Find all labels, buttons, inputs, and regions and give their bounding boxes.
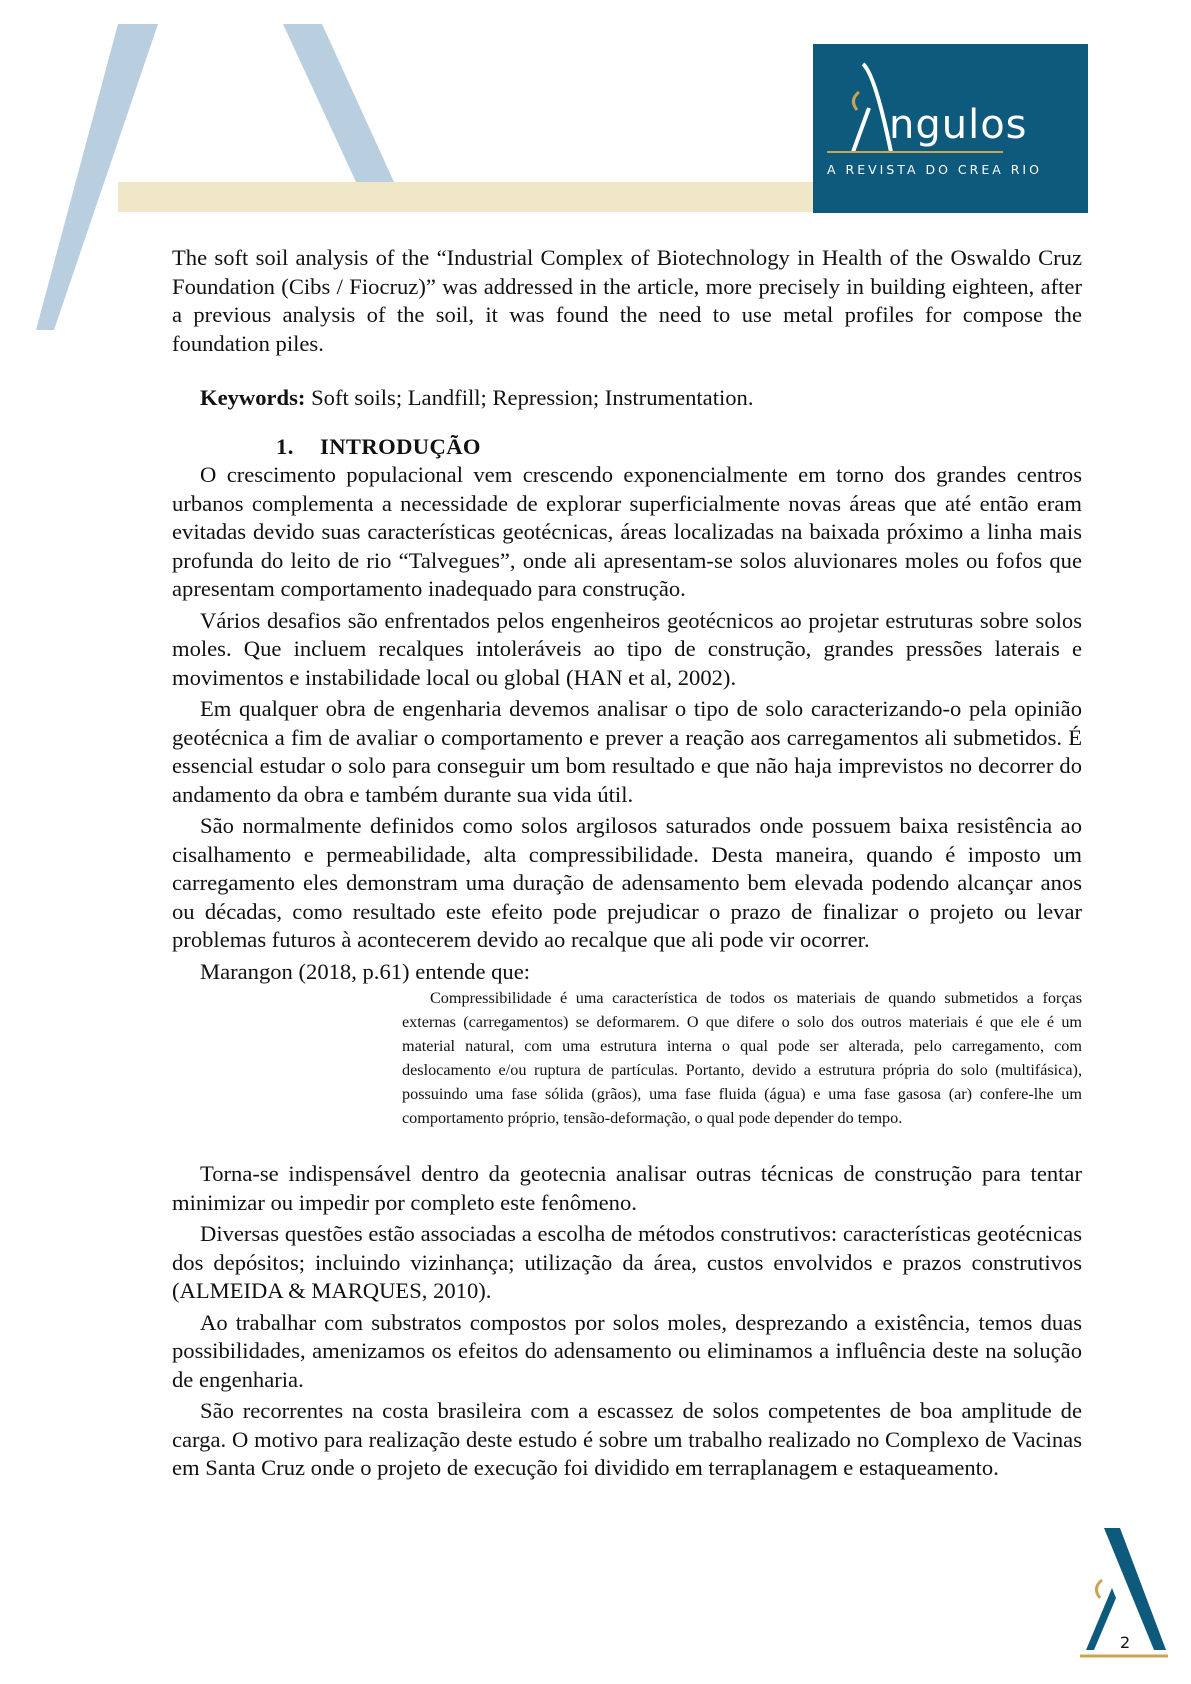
keywords-text: Soft soils; Landfill; Repression; Instrumentation. [305,385,754,410]
paragraph: O crescimento populacional vem crescendo exponencialmente em torno dos grandes centros urbanos complementa a necessidade de explorar superficialmente novas áreas que até então eram evitadas devido suas características geotécnicas, áreas localizadas na baixada próximo a linha mais profunda do leito de rio “Talvegues”, onde ali apresentam-se solos aluvionares moles ou fofos que apresentam comportamento inadequado para construção. [172,462,1082,601]
paragraph: Em qualquer obra de engenharia devemos analisar o tipo de solo caracterizando-o pela opinião geotécnica a fim de avaliar o comportamento e prever a reação aos carregamentos ali submetidos. É essencial estudar o solo para conseguir um bom resultado e que não haja imprevistos no decorrer do andamento da obra e também durante sua vida útil. [172,696,1082,807]
section-heading [172,433,1082,462]
keywords-label: Keywords: [200,385,306,410]
paragraph: Marangon (2018, p.61) entende que: [200,958,531,984]
logo-tagline: A REVISTA DO CREA RIO [827,162,1042,177]
paragraph: Torna-se indispensável dentro da geotecnia analisar outras técnicas de construção para tentar minimizar ou impedir por completo este fenômeno. [172,1161,1082,1215]
article-body [172,244,1082,1483]
abstract-text: The soft soil analysis of the “Industrial Complex of Biotechnology in Health of the Oswaldo Cruz Foundation (Cibs / Fiocruz)” was addressed in the article, more precisely in building eighteen, after a previous analysis of the soil, it was found the need to use metal profiles for compose the foundation piles. [172,245,1082,356]
journal-logo [813,44,1088,213]
paragraph: Diversas questões estão associadas a escolha de métodos construtivos: características geotécnicas dos depósitos; incluindo vizinhança; utilização da área, custos envolvidos e prazos construtivos (ALMEIDA & MARQUES, 2010). [172,1221,1082,1303]
section-number: 1. [276,433,294,459]
keywords [172,384,1082,413]
block-quote: Compressibilidade é uma característica de todos os materiais de quando submetidos a forças externas (carregamentos) se deformarem. O que difere o solo dos outros materiais é que ele é um material natural, com uma estrutura interna o qual pode ser alterada, pelo carregamento, com deslocamento e/ou ruptura de partículas. Portanto, devido a estrutura própria do solo (multifásica), possuindo uma fase sólida (grãos), uma fase fluida (água) e uma fase gasosa (ar) confere-lhe um comportamento próprio, tensão-deformação, o qual pode depender do tempo. [402,989,1082,1127]
logo-wordmark: ngulos [889,102,1028,148]
paragraph: São normalmente definidos como solos argilosos saturados onde possuem baixa resistência ao cisalhamento e permeabilidade, alta compressibilidade. Desta maneira, quando é imposto um carregamento eles demonstram uma duração de adensamento bem elevada podendo alcançar anos ou décadas, como resultado este efeito pode prejudicar o prazo de finalizar o projeto ou levar problemas futuros à acontecerem devido ao recalque que ali pode vir ocorrer. [172,813,1082,952]
page-number: 2 [1120,1633,1131,1652]
paragraph: Vários desafios são enfrentados pelos engenheiros geotécnicos ao projetar estruturas sobre solos moles. Que incluem recalques intoleráveis ao tipo de construção, grandes pressões laterais e movimentos e instabilidade local ou global (HAN et al, 2002). [172,607,1082,690]
paragraph: Ao trabalhar com substratos compostos por solos moles, desprezando a existência, temos duas possibilidades, amenizamos os efeitos do adensamento ou eliminamos a influência deste na solução de engenharia. [172,1309,1082,1392]
section-title: INTRODUÇÃO [320,433,481,459]
paragraph: São recorrentes na costa brasileira com a escassez de solos competentes de boa amplitude de carga. O motivo para realização deste estudo é sobre um trabalho realizado no Complexo de Vacinas em Santa Cruz onde o projeto de execução foi dividido em terraplanagem e estaqueamento. [172,1398,1082,1480]
